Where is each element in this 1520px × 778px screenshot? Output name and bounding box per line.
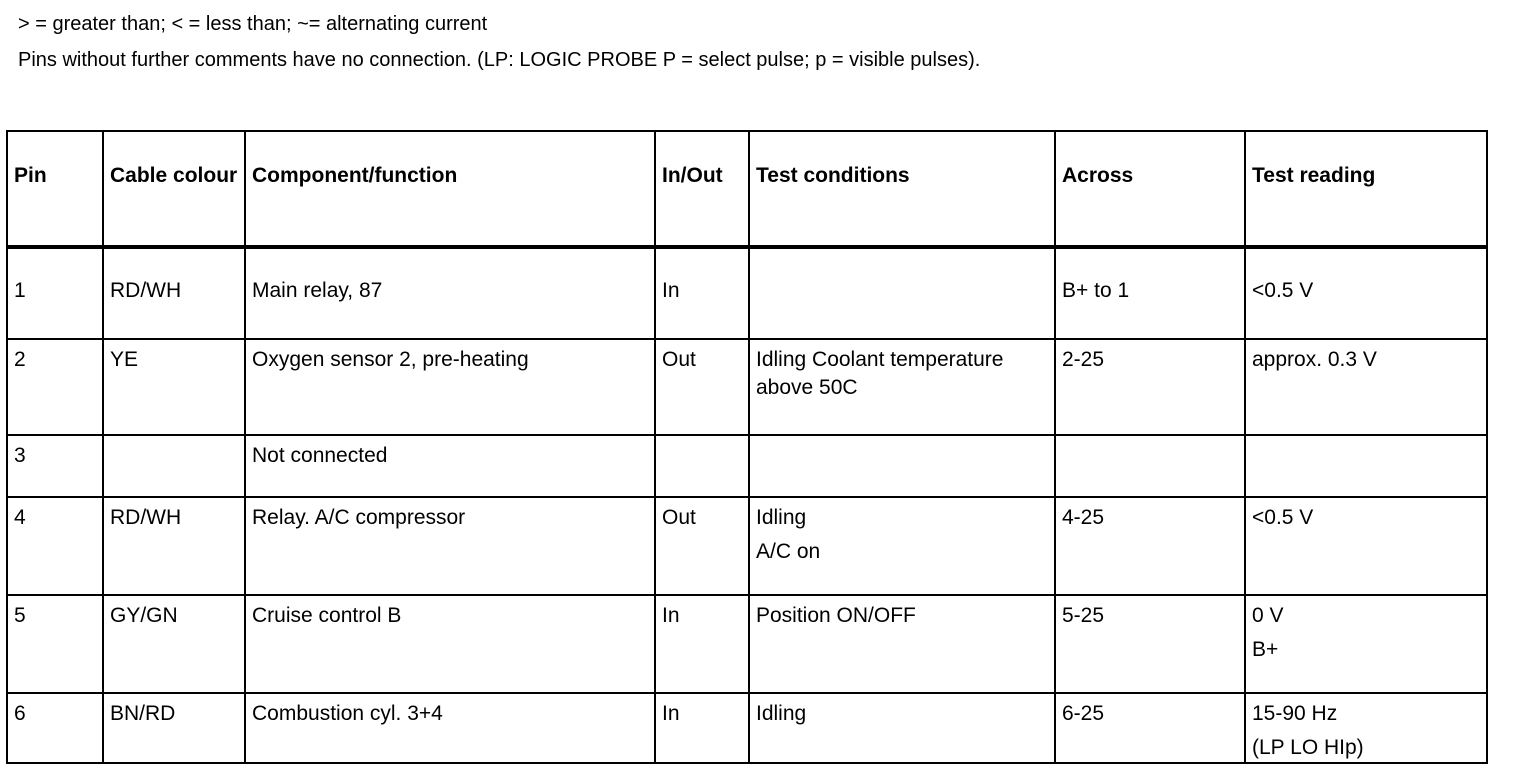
cell-test-conditions	[749, 595, 1055, 693]
test-reading-line-2: B+	[1252, 638, 1279, 661]
cell-across: B+ to 1	[1055, 247, 1245, 339]
table-row	[7, 693, 1487, 763]
cell-test-reading	[1245, 693, 1487, 763]
cell-component: Main relay, 87	[245, 247, 655, 339]
cell-component: Combustion cyl. 3+4	[245, 693, 655, 763]
cell-in-out: In	[655, 595, 749, 693]
cell-pin: 1	[7, 247, 103, 339]
test-conditions-line: Position ON/OFF	[756, 604, 916, 627]
cell-test-conditions	[749, 693, 1055, 763]
cell-across: 4-25	[1055, 497, 1245, 595]
header-pin: Pin	[7, 131, 103, 247]
cell-test-reading	[1245, 247, 1487, 339]
test-conditions-line: Idling	[756, 506, 807, 529]
cell-in-out: Out	[655, 497, 749, 595]
test-reading-line: <0.5 V	[1252, 279, 1314, 302]
cell-in-out	[655, 435, 749, 497]
header-test-conditions: Test conditions	[749, 131, 1055, 247]
cell-test-conditions	[749, 435, 1055, 497]
test-reading-line: approx. 0.3 V	[1252, 348, 1377, 371]
cell-pin: 5	[7, 595, 103, 693]
header-cable-colour: Cable colour	[103, 131, 245, 247]
header-test-reading: Test reading	[1245, 131, 1487, 247]
cell-across: 6-25	[1055, 693, 1245, 763]
table-row	[7, 595, 1487, 693]
cell-test-reading	[1245, 595, 1487, 693]
cell-pin: 3	[7, 435, 103, 497]
cell-across	[1055, 435, 1245, 497]
cell-test-conditions	[749, 497, 1055, 595]
test-conditions-line: Idling	[756, 702, 807, 725]
test-reading-line: 15-90 Hz	[1252, 702, 1338, 725]
cell-cable-colour: YE	[103, 339, 245, 435]
cell-cable-colour	[103, 435, 245, 497]
legend-note-connections: Pins without further comments have no connection. (LP: LOGIC PROBE P = select pulse; p = visible pulses).	[18, 49, 981, 71]
pin-assignment-table	[6, 130, 1488, 764]
cell-pin: 6	[7, 693, 103, 763]
cell-in-out: Out	[655, 339, 749, 435]
table-row	[7, 247, 1487, 339]
cell-cable-colour: BN/RD	[103, 693, 245, 763]
test-reading-line-2: (LP LO HIp)	[1252, 736, 1364, 759]
cell-across: 5-25	[1055, 595, 1245, 693]
cell-pin: 4	[7, 497, 103, 595]
table-row	[7, 497, 1487, 595]
cell-test-reading	[1245, 339, 1487, 435]
cell-test-conditions	[749, 339, 1055, 435]
header-across: Across	[1055, 131, 1245, 247]
cell-across: 2-25	[1055, 339, 1245, 435]
cell-cable-colour: RD/WH	[103, 497, 245, 595]
table-row	[7, 339, 1487, 435]
cell-test-reading	[1245, 497, 1487, 595]
header-component: Component/function	[245, 131, 655, 247]
cell-cable-colour: RD/WH	[103, 247, 245, 339]
cell-component: Cruise control B	[245, 595, 655, 693]
cell-pin: 2	[7, 339, 103, 435]
legend-note-symbols: > = greater than; < = less than; ~= alternating current	[18, 13, 488, 35]
cell-component: Relay. A/C compressor	[245, 497, 655, 595]
table-row	[7, 435, 1487, 497]
table-header-row	[7, 131, 1487, 247]
test-conditions-line-2: A/C on	[756, 540, 821, 563]
cell-component: Oxygen sensor 2, pre-heating	[245, 339, 655, 435]
test-reading-line: <0.5 V	[1252, 506, 1314, 529]
cell-test-reading	[1245, 435, 1487, 497]
test-reading-line: 0 V	[1252, 604, 1284, 627]
cell-cable-colour: GY/GN	[103, 595, 245, 693]
test-conditions-line: Idling Coolant temperature above 50C	[756, 348, 1004, 399]
cell-in-out: In	[655, 247, 749, 339]
header-in-out: In/Out	[655, 131, 749, 247]
cell-component: Not connected	[245, 435, 655, 497]
cell-test-conditions	[749, 247, 1055, 339]
cell-in-out: In	[655, 693, 749, 763]
